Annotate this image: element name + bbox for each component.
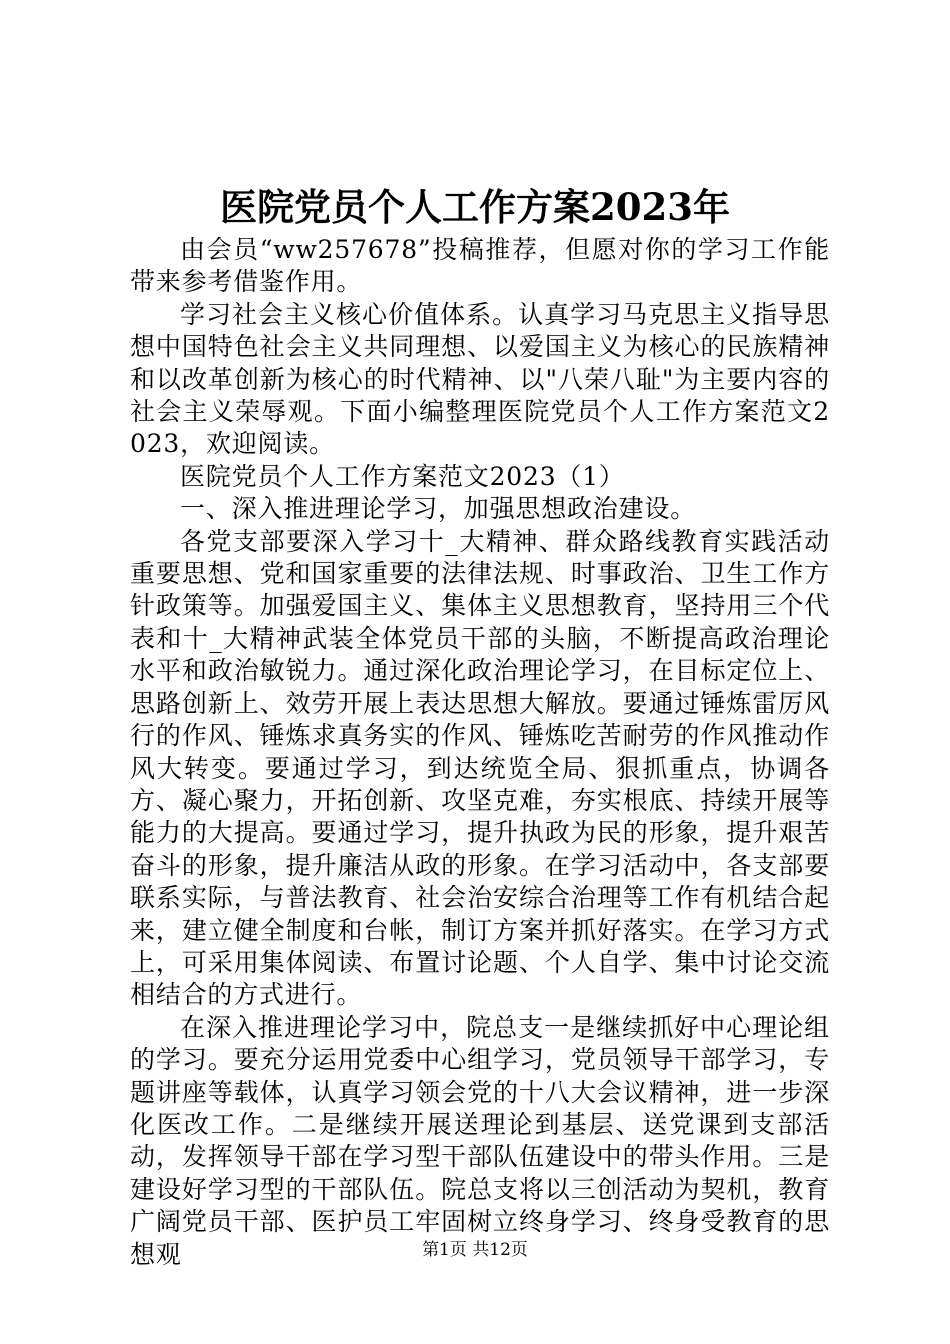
paragraph-section-title: 医院党员个人工作方案范文2023（1） [180, 461, 625, 491]
paragraph-core-values: 学习社会主义核心价值体系。认真学习马克思主义指导思想中国特色社会主义共同理想、以爱国主义为核心的民族精神和以改革创新为核心的时代精神、以"八荣八耻"为主要内容的社会主义荣辱观。下面小编整理医院党员个人工作方案范文2023，欢迎阅读。 [130, 299, 830, 459]
paragraph-study-content: 各党支部要深入学习十_大精神、群众路线教育实践活动重要思想、党和国家重要的法律法规、时事政治、卫生工作方针政策等。加强爱国主义、集体主义思想教育，坚持用三个代表和十_大精神武装全体党员干部的头脑，不断提高政治理论水平和政治敏锐力。通过深化政治理论学习，在目标定位上、思路创新上、效劳开展上表达思想大解放。要通过锤炼雷厉风行的作风、锤炼求真务实的作风、锤炼吃苦耐劳的作风推动作风大转变。要通过学习，到达统览全局、狠抓重点，协调各方、凝心聚力，开拓创新、攻坚克难，夯实根底、持续开展等能力的大提高。要通过学习，提升执政为民的形象，提升艰苦奋斗的形象，提升廉洁从政的形象。在学习活动中，各支部要联系实际，与普法教育、社会治安综合治理等工作有机结合起来，建立健全制度和台帐，制订方案并抓好落实。在学习方式上，可采用集体阅读、布置讨论题、个人自学、集中讨论交流相结合的方式进行。 [130, 526, 830, 1010]
paragraph-intro: 由会员“ww257678”投稿推荐，但愿对你的学习工作能带来参考借鉴作用。 [130, 235, 830, 297]
paragraph-theory-study: 在深入推进理论学习中，院总支一是继续抓好中心理论组的学习。要充分运用党委中心组学习，党员领导干部学习，专题讲座等载体，认真学习领会党的十八大会议精神，进一步深化医改工作。二是继续开展送理论到基层、送党课到支部活动，发挥领导干部在学习型干部队伍建设中的带头作用。三是建设好学习型的干部队伍。院总支将以三创活动为契机，教育广阔党员干部、医护员工牢固树立终身学习、终身受教育的思想观 [130, 1012, 830, 1269]
document-title: 医院党员个人工作方案2023年 [220, 185, 730, 229]
paragraph-heading-one: 一、深入推进理论学习，加强思想政治建设。 [180, 494, 697, 524]
document-body [130, 234, 830, 1271]
page-footer: 第1页 共12页 [422, 1240, 528, 1260]
